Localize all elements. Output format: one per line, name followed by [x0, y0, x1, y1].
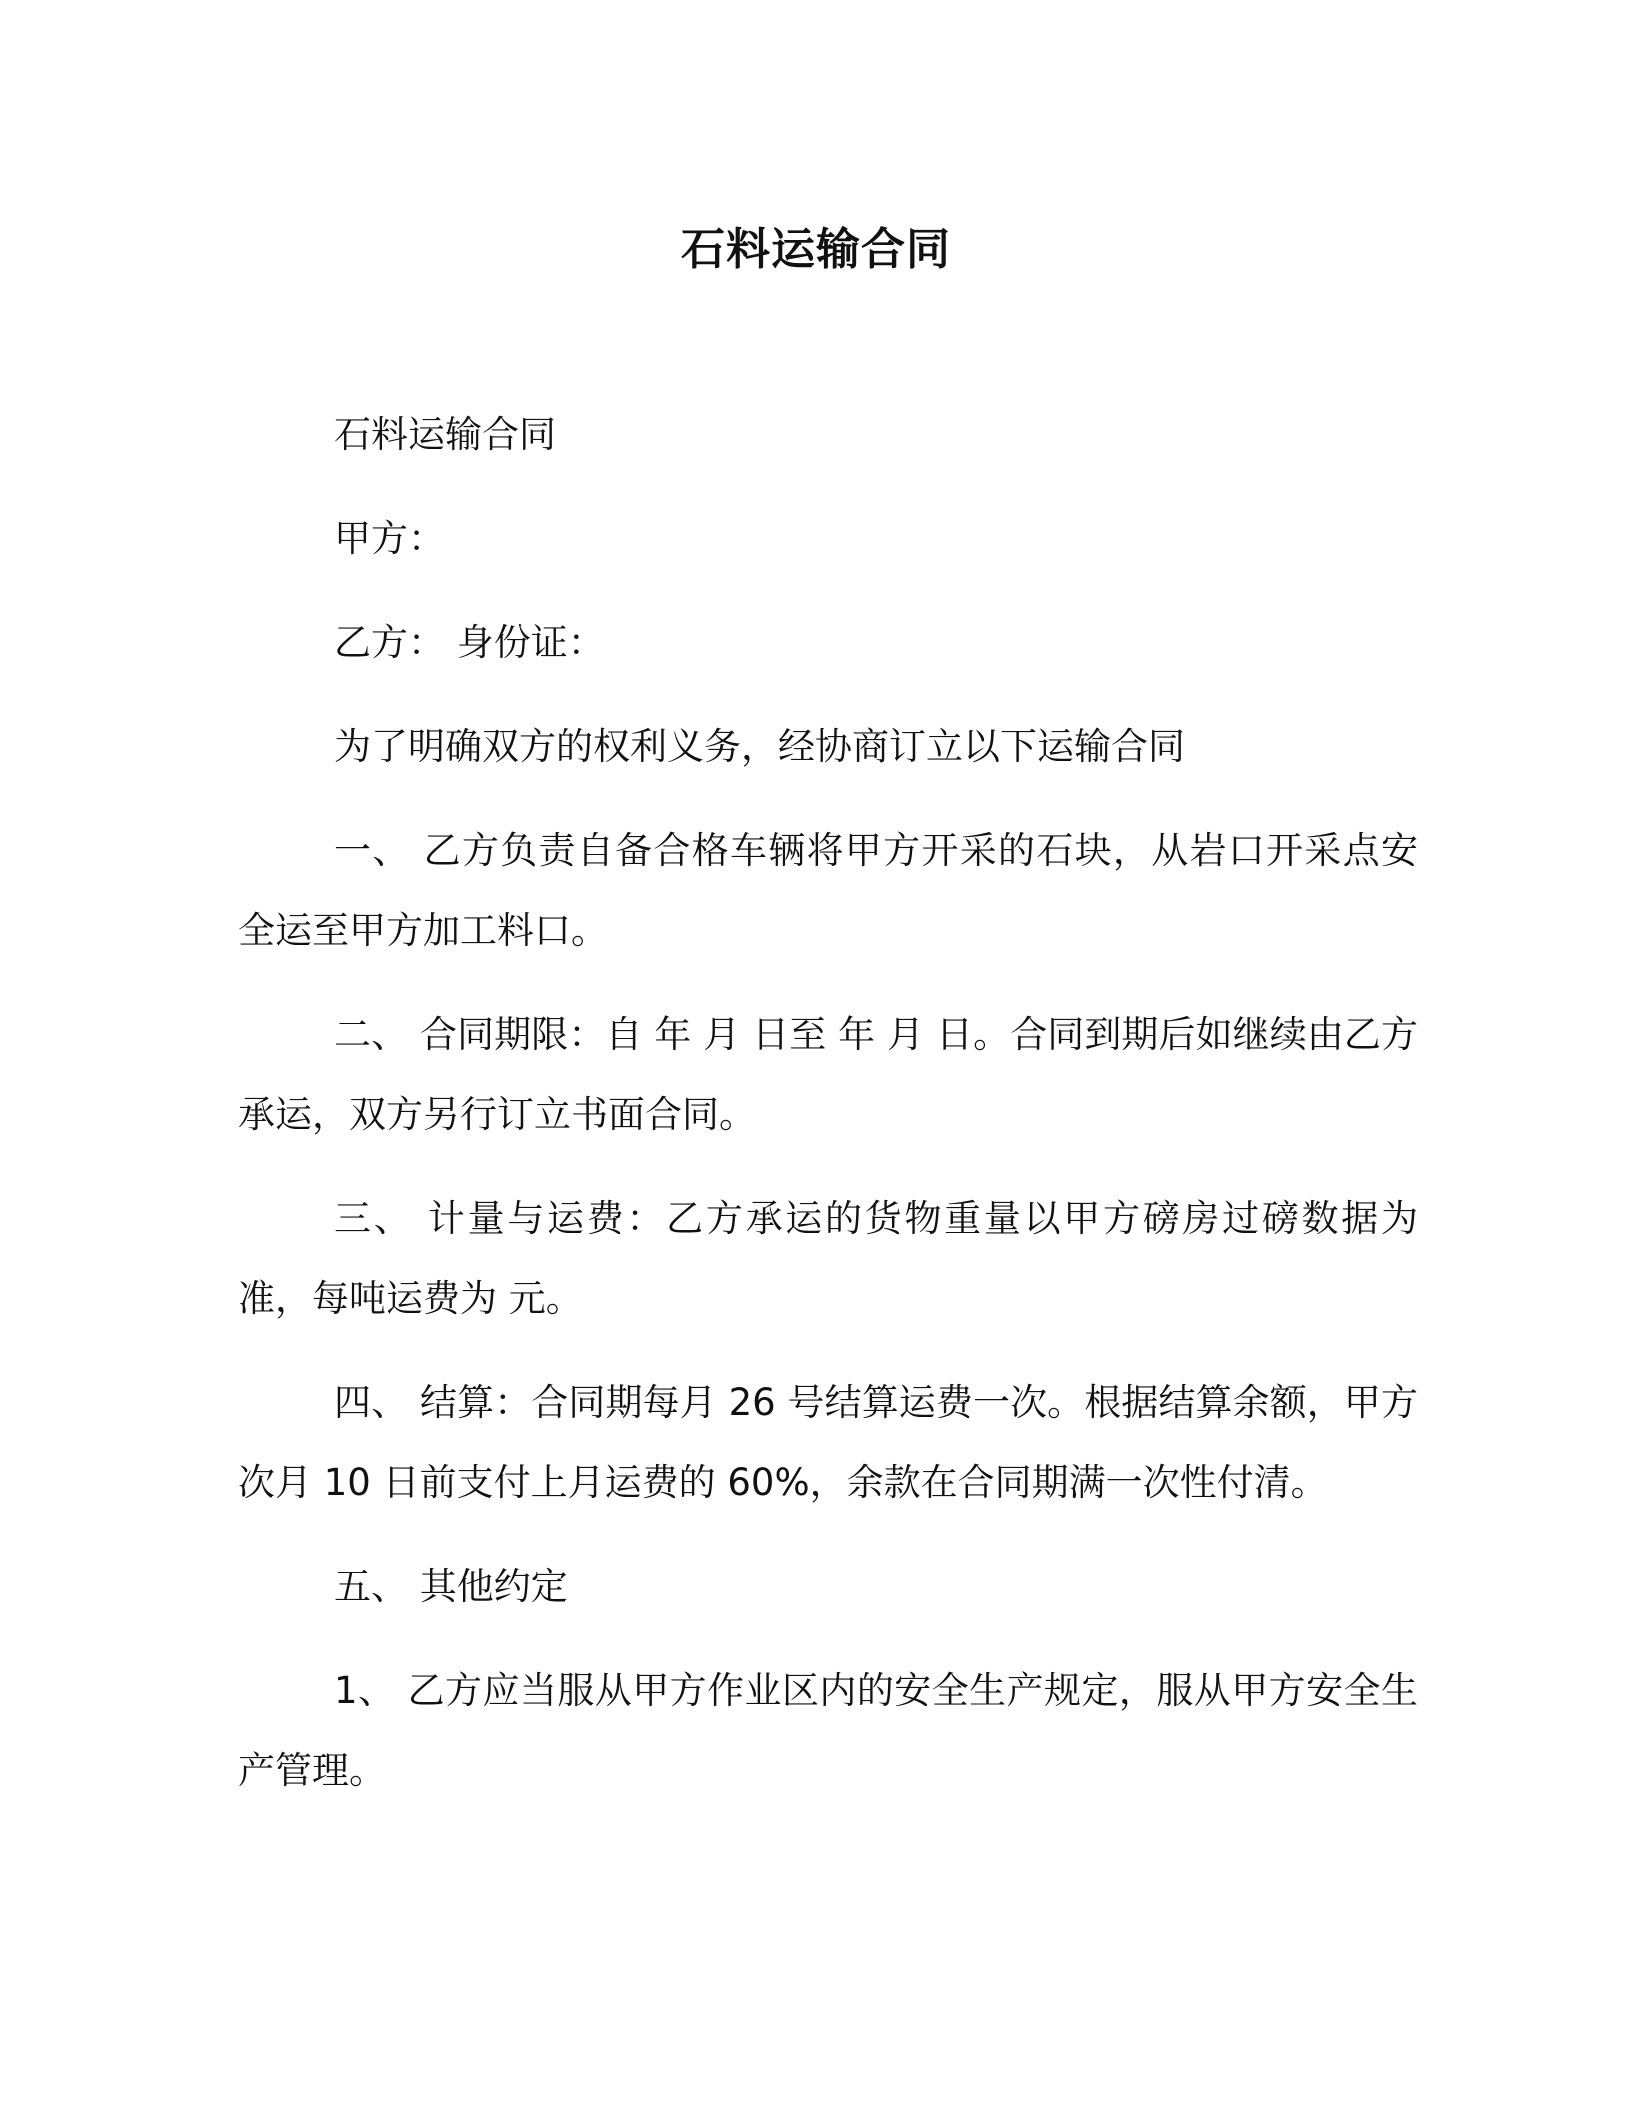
document-title: 石料运输合同 — [681, 224, 951, 275]
paragraph-clause-5: 五、 其他约定 — [334, 1565, 568, 1608]
paragraph-clause-2: 二、 合同期限：自 年 月 日至 年 月 日。合同到期后如继续由乙方承运，双方另行订立书面合同。 — [238, 1013, 1418, 1136]
paragraph-party-a: 甲方： — [334, 517, 445, 560]
paragraph-preamble: 为了明确双方的权利义务，经协商订立以下运输合同 — [334, 725, 1185, 768]
paragraph-heading: 石料运输合同 — [334, 413, 556, 456]
paragraph-clause-5-item-1: 1、 乙方应当服从甲方作业区内的安全生产规定，服从甲方安全生产管理。 — [238, 1669, 1418, 1792]
paragraph-clause-3: 三、 计量与运费：乙方承运的货物重量以甲方磅房过磅数据为准，每吨运费为 元。 — [238, 1197, 1418, 1320]
paragraph-party-b: 乙方： 身份证： — [334, 621, 605, 664]
paragraph-clause-1: 一、 乙方负责自备合格车辆将甲方开采的石块，从岩口开采点安全运至甲方加工料口。 — [238, 829, 1418, 952]
paragraph-clause-4: 四、 结算：合同期每月 26 号结算运费一次。根据结算余额，甲方次月 10 日前支付上月运费的 60%，余款在合同期满一次性付清。 — [238, 1381, 1418, 1504]
document-body — [238, 395, 1418, 1835]
